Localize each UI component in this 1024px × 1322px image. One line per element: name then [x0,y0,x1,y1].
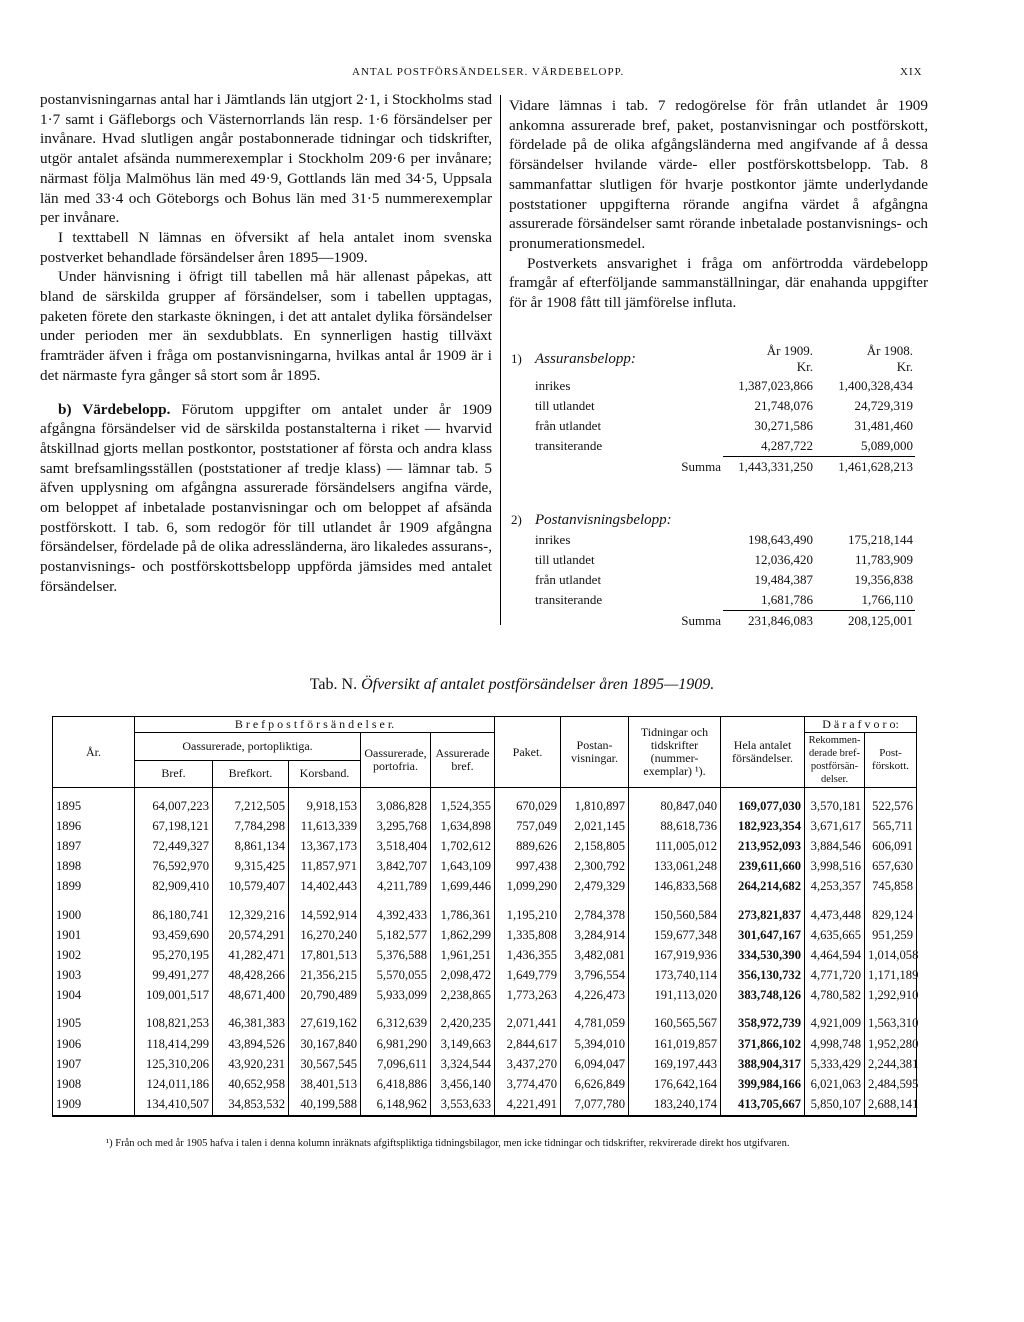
total-label: Summa [681,612,721,628]
assurerade-cell: 2,098,472 [431,966,495,986]
brefkort-cell: 46,381,383 [213,1014,289,1034]
fria-cell: 7,096,611 [361,1054,431,1074]
forsk-cell: 745,858 [865,877,917,897]
assurerade-cell: 3,456,140 [431,1074,495,1094]
header-brefkort: Brefkort. [213,760,289,788]
value-1909: 12,036,420 [754,552,813,567]
section-paragraph [40,400,492,597]
forsk-cell: 1,171,189 [865,966,917,986]
brefkort-cell: 8,861,134 [213,836,289,856]
paragraph: Vidare lämnas i tab. 7 redogörelse för från utlandet år 1909 ankomna assurerade bref, paket, postanvisningar och postförskott, fördelade på de olika afgångsländerna med angifvande af å dessa försändelser hvilande värde- eller postförskottsbelopp. Tab. 8 sammanfattar slutligen för hvarje postkontor jämte underlydande poststationer uppgifterna rörande angifna värdet å afgångna assurerade försändelser samt rörande inbetalade postanvisnings- och pronumerationsmedel. [509,97,928,252]
forsk-cell: 1,563,310 [865,1014,917,1034]
total-1908: 208,125,001 [848,613,913,628]
brefkort-cell: 7,212,505 [213,788,289,817]
header-tidningar: Tidningar och tidskrifter (nummer-exemplar) ¹). [629,717,721,788]
hela-cell: 264,214,682 [721,877,805,897]
value-1908: 31,481,460 [854,418,913,433]
fria-cell: 3,295,768 [361,816,431,836]
row-label: transiterande [535,438,603,454]
tidningar-cell: 146,833,568 [629,877,721,897]
col-head-1908: År 1908. Kr. [866,343,913,374]
table-row [53,857,917,877]
year-cell: 1901 [53,925,135,945]
postanv-cell: 2,021,145 [561,816,629,836]
postanv-cell: 3,482,081 [561,945,629,965]
brefkort-cell: 43,894,526 [213,1034,289,1054]
tidningar-cell: 160,565,567 [629,1014,721,1034]
value-1909: 1,387,023,866 [738,378,813,393]
paket-cell: 1,099,290 [495,877,561,897]
paragraph: I texttabell N lämnas en öfversikt af hela antalet inom svenska postverket behandlade försändelser åren 1895—1909. [40,228,492,266]
fria-cell: 5,933,099 [361,986,431,1006]
fria-cell: 6,148,962 [361,1095,431,1116]
tidningar-cell: 150,560,584 [629,905,721,925]
forsk-cell: 951,259 [865,925,917,945]
value-1908: 19,356,838 [854,572,913,587]
header-oassurerade-fria: Oassurerade, portofria. [361,733,431,788]
brefkort-cell: 34,853,532 [213,1095,289,1116]
korsband-cell: 14,592,914 [289,905,361,925]
right-text-column [509,96,928,313]
table-row [53,788,917,817]
rek-cell: 4,635,665 [805,925,865,945]
brefkort-cell: 48,428,266 [213,966,289,986]
paket-cell: 4,221,491 [495,1095,561,1116]
table-row [53,966,917,986]
brefkort-cell: 41,282,471 [213,945,289,965]
paket-cell: 3,437,270 [495,1054,561,1074]
value-1909: 19,484,387 [754,572,813,587]
assurerade-cell: 1,643,109 [431,857,495,877]
postanv-cell: 2,300,792 [561,857,629,877]
fria-cell: 3,518,404 [361,836,431,856]
korsband-cell: 11,857,971 [289,857,361,877]
tidningar-cell: 159,677,348 [629,925,721,945]
assurerade-cell: 1,524,355 [431,788,495,817]
fria-cell: 6,981,290 [361,1034,431,1054]
table-row [53,1034,917,1054]
tidningar-cell: 111,005,012 [629,836,721,856]
bref-cell: 108,821,253 [135,1014,213,1034]
korsband-cell: 17,801,513 [289,945,361,965]
hela-cell: 239,611,660 [721,857,805,877]
rek-cell: 3,998,516 [805,857,865,877]
hela-cell: 413,705,667 [721,1095,805,1116]
paragraph: Under hänvisning i öfrigt till tabellen må här allenast påpekas, att bland de särskilda grupper af försändelser, som i tabellen upptagas, paketen förete den starkaste ökningen, i det att antalet dylika försändelser under perioden mer än sexdubblats. En synnerligen hastig tillväxt framträder äfven i fråga om postanvisningarna, hvilkas antal år 1909 är i det närmaste fyra gånger så stort som år 1895. [40,268,492,384]
bref-cell: 124,011,186 [135,1074,213,1094]
paket-cell: 997,438 [495,857,561,877]
brefkort-cell: 43,920,231 [213,1054,289,1074]
tidningar-cell: 80,847,040 [629,788,721,817]
paket-cell: 757,049 [495,816,561,836]
header-hela: Hela antalet försändelser. [721,717,805,788]
brefkort-cell: 12,329,216 [213,905,289,925]
bref-cell: 67,198,121 [135,816,213,836]
assurerade-cell: 3,553,633 [431,1095,495,1116]
group-spacer [53,897,917,905]
fria-cell: 4,392,433 [361,905,431,925]
assurerade-cell: 1,786,361 [431,905,495,925]
paket-cell: 1,649,779 [495,966,561,986]
fria-cell: 6,418,886 [361,1074,431,1094]
col-head-1909: År 1909. Kr. [766,343,813,374]
table-n [52,716,919,1117]
year-cell: 1897 [53,836,135,856]
row-label: till utlandet [535,398,595,413]
summary-label: Postanvisningsbelopp: [535,511,672,528]
rek-cell: 4,998,748 [805,1034,865,1054]
summary-label: Assuransbelopp: [535,350,636,367]
rek-cell: 4,780,582 [805,986,865,1006]
korsband-cell: 30,567,545 [289,1054,361,1074]
table-row [53,1054,917,1074]
header-title: ANTAL POSTFÖRSÄNDELSER. VÄRDEBELOPP. [352,66,625,78]
bref-cell: 76,592,970 [135,857,213,877]
table-row [53,816,917,836]
value-1908: 1,400,328,434 [838,378,913,393]
year-cell: 1896 [53,816,135,836]
rek-cell: 3,671,617 [805,816,865,836]
postanv-cell: 5,394,010 [561,1034,629,1054]
postanv-cell: 2,479,329 [561,877,629,897]
postanv-cell: 1,810,897 [561,788,629,817]
postanv-cell: 7,077,780 [561,1095,629,1116]
hela-cell: 383,748,126 [721,986,805,1006]
value-1908: 24,729,319 [854,398,913,413]
tidningar-cell: 133,061,248 [629,857,721,877]
value-1908: 1,766,110 [815,590,915,611]
forsk-cell: 1,952,280 [865,1034,917,1054]
forsk-cell: 1,014,058 [865,945,917,965]
hela-cell: 213,952,093 [721,836,805,856]
value-1908: 175,218,144 [848,532,913,547]
brefkort-cell: 10,579,407 [213,877,289,897]
tidningar-cell: 176,642,164 [629,1074,721,1094]
tidningar-cell: 167,919,936 [629,945,721,965]
forsk-cell: 657,630 [865,857,917,877]
paket-cell: 1,335,808 [495,925,561,945]
paket-cell: 670,029 [495,788,561,817]
postal-order-summary [509,510,915,631]
rek-cell: 4,253,357 [805,877,865,897]
brefkort-cell: 48,671,400 [213,986,289,1006]
rek-cell: 3,570,181 [805,788,865,817]
year-cell: 1900 [53,905,135,925]
summary-number: 1) [511,351,522,366]
assurerade-cell: 1,634,898 [431,816,495,836]
korsband-cell: 14,402,443 [289,877,361,897]
forsk-cell: 522,576 [865,788,917,817]
paragraph: Postverkets ansvarighet i fråga om anförtrodda värdebelopp framgår af efterföljande sammanställningar, där enahanda uppgifter för år 1908 fått till jämförelse influta. [509,254,928,312]
tidningar-cell: 183,240,174 [629,1095,721,1116]
table-row [53,925,917,945]
value-1909: 198,643,490 [748,532,813,547]
row-label: inrikes [535,532,571,547]
hela-cell: 399,984,166 [721,1074,805,1094]
brefkort-cell: 40,652,958 [213,1074,289,1094]
assurance-summary [509,342,915,477]
row-label: transiterande [535,592,603,608]
paket-cell: 3,774,470 [495,1074,561,1094]
bref-cell: 99,491,277 [135,966,213,986]
table-number: Tab. N. [309,676,358,693]
header-brefpost: B r e f p o s t f ö r s ä n d e l s e r. [135,717,495,733]
header-postforskott: Post-förskott. [865,733,917,788]
bref-cell: 93,459,690 [135,925,213,945]
header-postanvisningar: Postan-visningar. [561,717,629,788]
fria-cell: 5,376,588 [361,945,431,965]
running-header [0,64,1024,84]
assurerade-cell: 3,149,663 [431,1034,495,1054]
assurerade-cell: 1,862,299 [431,925,495,945]
bref-cell: 125,310,206 [135,1054,213,1074]
header-year: År. [53,717,135,788]
table-row [53,877,917,897]
postanv-cell: 6,626,849 [561,1074,629,1094]
rek-cell: 4,921,009 [805,1014,865,1034]
brefkort-cell: 9,315,425 [213,857,289,877]
bref-cell: 118,414,299 [135,1034,213,1054]
total-1909: 231,846,083 [748,613,813,628]
year-cell: 1908 [53,1074,135,1094]
tidningar-cell: 161,019,857 [629,1034,721,1054]
hela-cell: 273,821,837 [721,905,805,925]
summary-number: 2) [511,512,522,527]
total-label: Summa [681,458,721,474]
table-row [53,1014,917,1034]
rek-cell: 3,884,546 [805,836,865,856]
value-1908: 5,089,000 [815,436,915,457]
forsk-cell: 1,292,910 [865,986,917,1006]
hela-cell: 182,923,354 [721,816,805,836]
year-cell: 1909 [53,1095,135,1116]
bref-cell: 134,410,507 [135,1095,213,1116]
paragraph: postanvisningarnas antal har i Jämtlands län utgjort 2·1, i Stockholms stad 1·7 samt i Gäfleborgs och Västernorrlands län resp. 1·6 försändelser per invånare. Hvad slutligen angår postabonnerade tidningar och tidskrifter, utgör antalet afsända nummerexemplar i Stockholm 209·6 per invånare; närmast följa Malmöhus län med 49·9, Gottlands län med 34·5, Uppsala län med 33·4 och Göteborgs och Bohus län med 31·5 nummerexemplar per invånare. [40,91,492,227]
hela-cell: 371,866,102 [721,1034,805,1054]
assurerade-cell: 2,238,865 [431,986,495,1006]
assurerade-cell: 2,420,235 [431,1014,495,1034]
fria-cell: 3,842,707 [361,857,431,877]
paragraph-text: Förutom uppgifter om antalet under år 1909 afgångna försändelser vid de särskilda postanstalterna i riket — hvarvid åtskillnad gjorts mellan postkontor, poststationer af första och andra klass samt brefsamlingsställen (poststationer af tredje klass) — lämnar tab. 5 äfven upplysning om afgångna assurerade försändelsers angifna värde, om beloppet af inbetalade postanvisningar och om beloppet af afsända postförskott. I tab. 6, som redogör för till utlandet år 1909 afgångna försändelser, fördelade på de olika adressländerna, äro likaledes assurans-, postanvisnings- och postförskottsbelopp uppförda jämsides med antalet försändelser. [40,400,492,595]
rek-cell: 5,850,107 [805,1095,865,1116]
row-label: från utlandet [535,418,602,433]
row-label: från utlandet [535,572,602,587]
rek-cell: 5,333,429 [805,1054,865,1074]
year-cell: 1904 [53,986,135,1006]
korsband-cell: 30,167,840 [289,1034,361,1054]
total-1909: 1,443,331,250 [738,459,813,474]
hela-cell: 334,530,390 [721,945,805,965]
table-row [53,905,917,925]
forsk-cell: 829,124 [865,905,917,925]
postanv-cell: 4,781,059 [561,1014,629,1034]
header-assurerade: Assurerade bref. [431,733,495,788]
table-row [53,836,917,856]
korsband-cell: 13,367,173 [289,836,361,856]
group-spacer [53,1006,917,1014]
section-heading: b) Värdebelopp. [58,400,171,418]
paket-cell: 2,844,617 [495,1034,561,1054]
postanv-cell: 3,284,914 [561,925,629,945]
postanv-cell: 3,796,554 [561,966,629,986]
fria-cell: 4,211,789 [361,877,431,897]
korsband-cell: 21,356,215 [289,966,361,986]
value-1909: 30,271,586 [754,418,813,433]
tidningar-cell: 88,618,736 [629,816,721,836]
fria-cell: 5,182,577 [361,925,431,945]
postanv-cell: 2,158,805 [561,836,629,856]
korsband-cell: 9,918,153 [289,788,361,817]
bref-cell: 82,909,410 [135,877,213,897]
year-cell: 1898 [53,857,135,877]
table-title [0,676,1024,694]
row-label: inrikes [535,378,571,393]
table-caption: Öfversikt af antalet postförsändelser åren 1895—1909. [361,676,715,693]
header-korsband: Korsband. [289,760,361,788]
total-1908: 1,461,628,213 [838,459,913,474]
rek-cell: 4,771,720 [805,966,865,986]
assurerade-cell: 3,324,544 [431,1054,495,1074]
header-rekommenderade: Rekommen-derade bref-postförsän-delser. [805,733,865,788]
assurerade-cell: 1,699,446 [431,877,495,897]
paket-cell: 1,773,263 [495,986,561,1006]
hela-cell: 358,972,739 [721,1014,805,1034]
year-cell: 1903 [53,966,135,986]
fria-cell: 3,086,828 [361,788,431,817]
left-text-column [40,90,492,597]
rek-cell: 4,464,594 [805,945,865,965]
korsband-cell: 16,270,240 [289,925,361,945]
bref-cell: 64,007,223 [135,788,213,817]
brefkort-cell: 7,784,298 [213,816,289,836]
bref-cell: 109,001,517 [135,986,213,1006]
row-label: till utlandet [535,552,595,567]
year-cell: 1895 [53,788,135,817]
postanv-cell: 4,226,473 [561,986,629,1006]
header-bref: Bref. [135,760,213,788]
assurerade-cell: 1,961,251 [431,945,495,965]
table-row [53,945,917,965]
korsband-cell: 40,199,588 [289,1095,361,1116]
paket-cell: 889,626 [495,836,561,856]
paket-cell: 1,195,210 [495,905,561,925]
table-row [53,1074,917,1094]
value-1909: 4,287,722 [723,436,815,457]
korsband-cell: 38,401,513 [289,1074,361,1094]
brefkort-cell: 20,574,291 [213,925,289,945]
year-cell: 1907 [53,1054,135,1074]
hela-cell: 388,904,317 [721,1054,805,1074]
forsk-cell: 606,091 [865,836,917,856]
hela-cell: 356,130,732 [721,966,805,986]
hela-cell: 301,647,167 [721,925,805,945]
value-1909: 1,681,786 [723,590,815,611]
year-cell: 1902 [53,945,135,965]
header-daraf: D ä r a f v o r o: [805,717,917,733]
tidningar-cell: 173,740,114 [629,966,721,986]
forsk-cell: 2,688,141 [865,1095,917,1116]
table-row [53,1095,917,1116]
fria-cell: 5,570,055 [361,966,431,986]
fria-cell: 6,312,639 [361,1014,431,1034]
tidningar-cell: 191,113,020 [629,986,721,1006]
paket-cell: 1,436,355 [495,945,561,965]
paket-cell: 2,071,441 [495,1014,561,1034]
bref-cell: 72,449,327 [135,836,213,856]
header-paket: Paket. [495,717,561,788]
forsk-cell: 2,244,381 [865,1054,917,1074]
year-cell: 1905 [53,1014,135,1034]
rek-cell: 4,473,448 [805,905,865,925]
assurerade-cell: 1,702,612 [431,836,495,856]
korsband-cell: 11,613,339 [289,816,361,836]
column-divider [500,95,501,625]
korsband-cell: 27,619,162 [289,1014,361,1034]
footnote: ¹) Från och med år 1905 hafva i talen i denna kolumn inräknats afgiftspliktiga tidningsbilagor, men icke tidningar och tidskrifter, rekvirerade direkt hos utgifvaren. [106,1138,790,1149]
korsband-cell: 20,790,489 [289,986,361,1006]
forsk-cell: 565,711 [865,816,917,836]
tidningar-cell: 169,197,443 [629,1054,721,1074]
bref-cell: 95,270,195 [135,945,213,965]
bref-cell: 86,180,741 [135,905,213,925]
forsk-cell: 2,484,595 [865,1074,917,1094]
value-1908: 11,783,909 [854,552,913,567]
value-1909: 21,748,076 [754,398,813,413]
year-cell: 1906 [53,1034,135,1054]
page-number: XIX [900,66,923,78]
table-row [53,986,917,1006]
rek-cell: 6,021,063 [805,1074,865,1094]
year-cell: 1899 [53,877,135,897]
header-oassurerade-port: Oassurerade, portopliktiga. [135,733,361,761]
hela-cell: 169,077,030 [721,788,805,817]
postanv-cell: 6,094,047 [561,1054,629,1074]
postanv-cell: 2,784,378 [561,905,629,925]
